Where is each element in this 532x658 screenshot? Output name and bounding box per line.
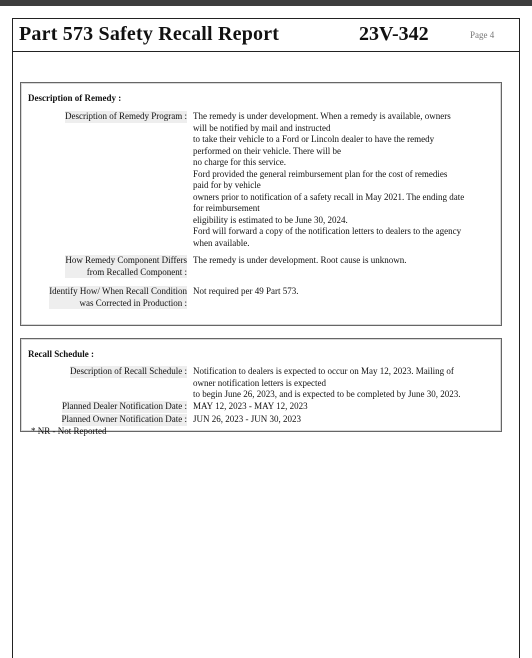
top-bar (0, 0, 532, 6)
footnote: * NR - Not Reported (31, 426, 107, 436)
schedule-section (20, 338, 502, 432)
dealer-notification-value: MAY 12, 2023 - MAY 12, 2023 (193, 401, 308, 411)
remedy-differs-label: How Remedy Component Differs from Recalled Component : (65, 255, 187, 277)
remedy-section-title: Description of Remedy : (28, 93, 122, 103)
dealer-notification-label: Planned Dealer Notification Date : (62, 401, 187, 411)
remedy-corrected-value: Not required per 49 Part 573. (193, 286, 299, 296)
report-header (13, 19, 519, 52)
page-number: Page 4 (470, 30, 495, 40)
schedule-section-title: Recall Schedule : (28, 349, 94, 359)
remedy-differs-value: The remedy is under development. Root cause is unknown. (193, 255, 407, 265)
remedy-corrected-label: Identify How/ When Recall Condition was Corrected in Production : (49, 286, 187, 308)
owner-notification-value: JUN 26, 2023 - JUN 30, 2023 (193, 414, 301, 424)
remedy-program-value: The remedy is under development. When a remedy is available, owners will be notified by mail and instructed to take their vehicle to a Ford or Lincoln dealer to have the remedy performed on their vehicle. There will be no charge for this service. Ford provided the general reimbursement plan for the cost of remedies paid for by vehicle owners prior to notification of a safety recall in May 2021. The ending date for reimbursement eligibility is estimated to be June 30, 2024. Ford will forward a copy of the notification letters to dealers to the agency when available. (193, 111, 465, 248)
remedy-program-label: Description of Remedy Program : (65, 111, 187, 121)
remedy-section (20, 82, 502, 326)
schedule-description-label: Description of Recall Schedule : (70, 366, 187, 376)
recall-id: 23V-342 (359, 23, 429, 45)
schedule-description-value: Notification to dealers is expected to occur on May 12, 2023. Mailing of owner notification letters is expected to begin June 26, 2023, and is expected to be completed by June 30, 2023. (193, 366, 461, 399)
report-page (12, 18, 520, 658)
owner-notification-label: Planned Owner Notification Date : (61, 414, 187, 424)
report-title: Part 573 Safety Recall Report (19, 23, 280, 45)
